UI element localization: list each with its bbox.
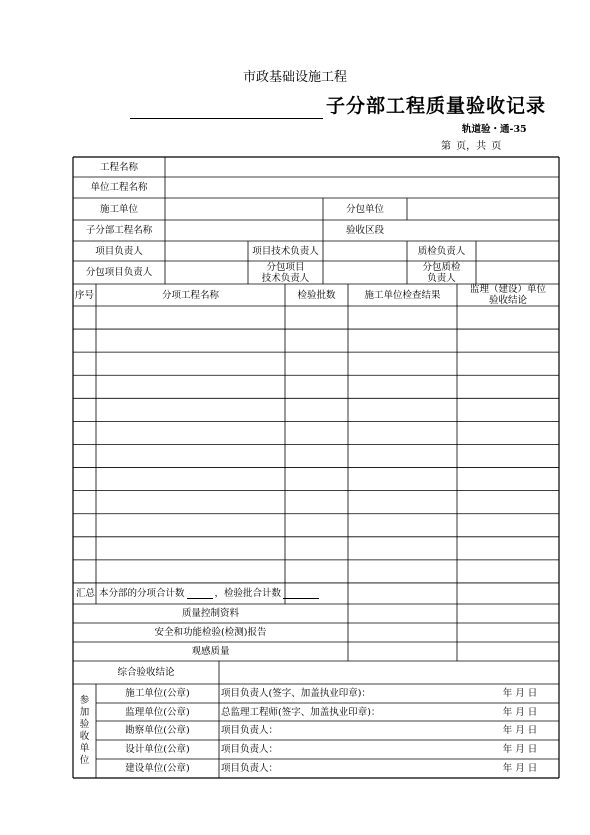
appearance-result[interactable]	[348, 642, 457, 661]
table-row-result[interactable]	[348, 514, 457, 537]
construction-unit-field[interactable]	[165, 198, 323, 220]
participants-label	[73, 684, 96, 778]
table-row-batch[interactable]	[285, 421, 348, 444]
appearance-label: 观感质量	[191, 646, 230, 657]
item-count-text: 本分部的分项合计数	[99, 588, 185, 599]
qc-leader-label: 质检负责人	[417, 245, 466, 257]
quality-docs-label: 质量控制资料	[181, 608, 239, 619]
safety-report-result[interactable]	[348, 623, 457, 642]
unit-project-name-label: 单位工程名称	[90, 182, 148, 193]
sub-division-name-label: 子分部工程名称	[85, 225, 153, 236]
table-row-item[interactable]	[96, 398, 285, 421]
table-row-conclusion[interactable]	[457, 468, 559, 491]
table-row-batch[interactable]	[285, 306, 348, 329]
table-row-batch[interactable]	[285, 491, 348, 514]
document-title: 子分部工程质量验收记录	[326, 95, 547, 117]
table-row-item[interactable]	[96, 329, 285, 352]
item-count-blank[interactable]	[187, 589, 213, 599]
table-row-conclusion[interactable]	[457, 491, 559, 514]
appearance-conclusion[interactable]	[457, 642, 559, 661]
table-row-no[interactable]	[73, 306, 96, 329]
quality-docs-result[interactable]	[348, 604, 457, 623]
participant-date-1: 年 月 日	[502, 706, 538, 718]
participant-signer-2: 项目负责人：	[221, 725, 279, 736]
acceptance-section-field[interactable]	[407, 220, 559, 241]
safety-report-label: 安全和功能检验(检测)报告	[154, 627, 267, 638]
table-row-no[interactable]	[73, 444, 96, 467]
table-row-result[interactable]	[348, 537, 457, 560]
table-row-item[interactable]	[96, 468, 285, 491]
batch-count-text: ，检验批合计数	[214, 588, 282, 599]
table-row-no[interactable]	[73, 329, 96, 352]
table-row-conclusion[interactable]	[457, 352, 559, 375]
project-leader-label: 项目负责人	[95, 245, 143, 257]
summary-row	[73, 583, 351, 604]
col-header-item: 分项工程名称	[161, 289, 219, 301]
table-row-item[interactable]	[96, 306, 285, 329]
table-row-item[interactable]	[96, 491, 285, 514]
safety-report-conclusion[interactable]	[457, 623, 559, 642]
overall-conclusion-label: 综合验收结论	[117, 667, 175, 678]
table-row-batch[interactable]	[285, 444, 348, 467]
table-row-result[interactable]	[348, 421, 457, 444]
participant-unit-2: 勘察单位(公章)	[125, 725, 190, 736]
table-row-item[interactable]	[96, 560, 285, 583]
table-row-result[interactable]	[348, 560, 457, 583]
overall-conclusion-field[interactable]	[219, 661, 559, 684]
subcontract-unit-field[interactable]	[407, 198, 559, 220]
table-row-result[interactable]	[348, 375, 457, 398]
table-row-result[interactable]	[348, 468, 457, 491]
table-row-item[interactable]	[96, 514, 285, 537]
sub-project-leader-label: 分包项目负责人	[85, 267, 153, 278]
participant-date-3: 年 月 日	[502, 744, 538, 755]
participant-signer-1: 总监理工程师(签字、加盖执业印章)：	[221, 706, 381, 718]
participant-unit-0: 施工单位(公章)	[125, 688, 190, 699]
col-header-conclusion: 监理（建设）单位 验收结论	[469, 284, 546, 306]
table-row-conclusion[interactable]	[457, 537, 559, 560]
table-row-conclusion[interactable]	[457, 421, 559, 444]
table-row-item[interactable]	[96, 444, 285, 467]
participant-unit-1: 监理单位(公章)	[125, 706, 190, 718]
page-number: 第 页，共 页	[441, 141, 502, 152]
table-row-conclusion[interactable]	[457, 329, 559, 352]
table-row-result[interactable]	[348, 491, 457, 514]
project-name-label: 工程名称	[99, 161, 138, 173]
table-row-no[interactable]	[73, 468, 96, 491]
table-row-result[interactable]	[348, 444, 457, 467]
table-row-item[interactable]	[96, 537, 285, 560]
project-name-field[interactable]	[165, 157, 559, 177]
table-row-result[interactable]	[348, 329, 457, 352]
table-row-batch[interactable]	[285, 468, 348, 491]
summary-label: 汇总	[76, 588, 96, 599]
sub-project-leader-field[interactable]	[165, 261, 248, 284]
table-row-result[interactable]	[348, 398, 457, 421]
sub-division-name-field[interactable]	[165, 220, 323, 241]
table-row-no[interactable]	[73, 491, 96, 514]
sub-qc-leader-field[interactable]	[476, 261, 559, 284]
construction-unit-label: 施工单位	[99, 203, 138, 215]
sub-tech-leader-field[interactable]	[323, 261, 407, 284]
table-row-batch[interactable]	[285, 329, 348, 352]
subcontract-unit-label: 分包单位	[345, 203, 384, 215]
table-row-no[interactable]	[73, 352, 96, 375]
table-row-conclusion[interactable]	[457, 444, 559, 467]
summary-conclusion-field[interactable]	[457, 583, 559, 604]
quality-docs-conclusion[interactable]	[457, 604, 559, 623]
participant-signer-3: 项目负责人：	[221, 744, 279, 755]
participant-signer-4: 项目负责人：	[221, 763, 279, 774]
table-row-item[interactable]	[96, 375, 285, 398]
project-leader-field[interactable]	[165, 241, 248, 261]
participants-label-text: 参加验收单位	[79, 695, 90, 766]
participant-unit-3: 设计单位(公章)	[125, 744, 190, 755]
table-row-no[interactable]	[73, 560, 96, 583]
participant-date-2: 年 月 日	[502, 725, 538, 736]
table-row-batch[interactable]	[285, 398, 348, 421]
document-subtitle: 市政基础设施工程	[242, 70, 347, 85]
table-row-no[interactable]	[73, 375, 96, 398]
participant-date-4: 年 月 日	[502, 763, 538, 774]
summary-result-field[interactable]	[348, 583, 457, 604]
form-code: 轨道验・通-35	[462, 124, 527, 135]
table-row-no[interactable]	[73, 514, 96, 537]
table-row-result[interactable]	[348, 352, 457, 375]
table-row-batch[interactable]	[285, 352, 348, 375]
table-row-batch[interactable]	[285, 375, 348, 398]
table-row-batch[interactable]	[285, 560, 348, 583]
table-row-batch[interactable]	[285, 514, 348, 537]
col-header-result: 施工单位检查结果	[364, 289, 441, 301]
tech-leader-field[interactable]	[323, 241, 407, 261]
tech-leader-label: 项目技术负责人	[252, 245, 319, 257]
table-row-conclusion[interactable]	[457, 375, 559, 398]
table-row-result[interactable]	[348, 306, 457, 329]
table-row-conclusion[interactable]	[457, 514, 559, 537]
qc-leader-field[interactable]	[476, 241, 559, 261]
batch-count-blank[interactable]	[283, 589, 319, 599]
unit-project-name-field[interactable]	[165, 177, 559, 198]
sub-tech-leader-label: 分包项目 技术负责人	[261, 261, 310, 284]
table-row-no[interactable]	[73, 421, 96, 444]
table-row-conclusion[interactable]	[457, 306, 559, 329]
table-row-no[interactable]	[73, 537, 96, 560]
participant-signer-0: 项目负责人(签字、加盖执业印章)：	[221, 688, 371, 699]
col-header-batch: 检验批数	[297, 289, 336, 301]
col-header-no: 序号	[74, 289, 94, 301]
table-row-conclusion[interactable]	[457, 560, 559, 583]
table-row-batch[interactable]	[285, 537, 348, 560]
table-row-no[interactable]	[73, 398, 96, 421]
participant-date-0: 年 月 日	[502, 688, 538, 699]
table-row-item[interactable]	[96, 352, 285, 375]
acceptance-section-label: 验收区段	[345, 225, 384, 236]
table-row-item[interactable]	[96, 421, 285, 444]
sub-qc-leader-label: 分包质检 负责人	[422, 261, 461, 284]
participant-unit-4: 建设单位(公章)	[125, 763, 190, 774]
table-row-conclusion[interactable]	[457, 398, 559, 421]
